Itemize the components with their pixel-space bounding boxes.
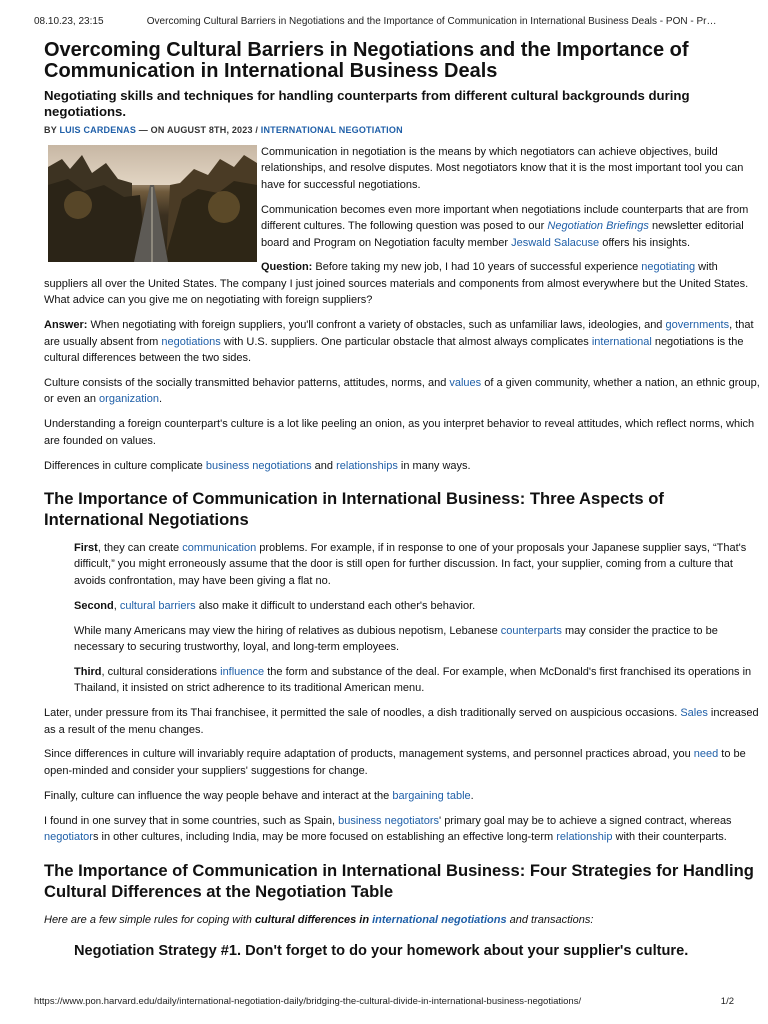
text: Finally, culture can influence the way people behave and interact at the — [44, 789, 393, 802]
text: Later, under pressure from its Thai franchisee, it permitted the sale of noodles, a dish traditionally served on auspicious occasions. — [44, 707, 681, 720]
text: When negotiating with foreign suppliers, you'll confront a variety of obstacles, such as unfamiliar laws, ideologies, and — [87, 319, 666, 332]
text: , that are usually absent from — [44, 319, 754, 348]
link-negotiator[interactable]: negotiator — [44, 831, 93, 844]
author-link[interactable]: LUIS CARDENAS — [59, 125, 137, 135]
text: . — [470, 789, 474, 802]
link-negotiation-briefings[interactable]: Negotiation Briefings — [547, 220, 649, 233]
paragraph-finally — [44, 788, 764, 804]
text: also make it difficult to understand each other's behavior. — [195, 599, 476, 612]
print-page-title: Overcoming Cultural Barriers in Negotiations and the Importance of Communication in International Business Deals - PON - Pr… — [146, 16, 717, 27]
text: negotiations is the cultural differences between the two sides. — [44, 335, 744, 364]
page-url: https://www.pon.harvard.edu/daily/international-negotiation-daily/bridging-the-cultural-divide-in-international-business-negotiations/ — [34, 996, 582, 1007]
paragraph-third — [74, 664, 764, 697]
question-label: Question: — [261, 261, 313, 274]
print-header — [34, 16, 738, 27]
link-sales[interactable]: Sales — [680, 707, 708, 720]
paragraph-later — [44, 705, 764, 738]
byline-sep: / — [252, 125, 261, 135]
text: with U.S. suppliers. One particular obstacle that almost always complicates — [220, 335, 592, 348]
paragraph-culture — [44, 375, 764, 408]
first-label: First — [74, 541, 98, 554]
text: and — [311, 459, 337, 472]
byline — [44, 125, 764, 135]
link-negotiations[interactable]: negotiations — [161, 335, 221, 348]
intro-paragraph: Communication in negotiation is the means by which negotiators can achieve objectives, build relationships, and resolve disputes. Most negotiators know that it is the most important tool you can have for successful negotiations. — [261, 146, 744, 191]
article-subtitle: Negotiating skills and techniques for handling counterparts from different cultural backgrounds during negotiations. — [44, 88, 690, 119]
text: to be open-minded and consider your suppliers' suggestions for change. — [44, 748, 746, 777]
heading-strategy-1: Negotiation Strategy #1. Don't forget to do your homework about your supplier's culture. — [74, 942, 689, 959]
link-business-negotiations[interactable]: business negotiations — [205, 459, 312, 472]
article — [44, 40, 764, 960]
text: . — [158, 393, 163, 406]
text: , — [113, 599, 120, 612]
text: Differences in culture complicate — [44, 459, 206, 472]
text: ' primary goal may be to achieve a signed contract, whereas — [439, 814, 732, 827]
road-through-forest-photo — [48, 145, 257, 262]
text: Communication becomes even more important when negotiations include counterparts that are from different cultures. The following question was posed to our — [261, 203, 749, 233]
paragraph-differences — [44, 458, 764, 474]
heading-four-strategies: The Importance of Communication in International Business: Four Strategies for Handling Cultural Differences at the Negotiation Table — [44, 860, 754, 901]
text: may consider the practice to be necessary to securing trustworthy, loyal, and long-term employees. — [74, 624, 718, 653]
article-title: Overcoming Cultural Barriers in Negotiations and the Importance of Communication in International Business Deals — [44, 39, 689, 82]
text: the form and substance of the deal. For example, when McDonald's first franchised its operations in Thailand, it insisted on strict adherence to its traditional American menu. — [74, 665, 752, 695]
text: , they can create — [97, 541, 183, 554]
paragraph-rules — [44, 912, 764, 928]
category-link[interactable]: INTERNATIONAL NEGOTIATION — [260, 125, 403, 135]
text: Before taking my new job, I had 10 years of successful experience — [312, 261, 642, 274]
link-influence[interactable]: influence — [220, 665, 265, 678]
byline-on: — ON — [136, 125, 167, 135]
print-datetime: 08.10.23, 23:15 — [34, 16, 104, 27]
text: in many ways. — [397, 459, 471, 472]
link-communication[interactable]: communication — [182, 541, 257, 554]
text: with their counterparts. — [612, 831, 727, 844]
link-negotiating[interactable]: negotiating — [641, 261, 696, 274]
text: of a given community, whether a nation, an ethnic group, or even an — [44, 376, 760, 406]
text: I found in one survey that in some countries, such as Spain, — [44, 814, 339, 827]
byline-by: BY — [44, 125, 60, 135]
link-counterparts[interactable]: counterparts — [500, 624, 562, 637]
link-need[interactable]: need — [693, 748, 719, 761]
bold-text: cultural differences in — [254, 913, 373, 926]
link-governments[interactable]: governments — [665, 319, 730, 332]
publish-date: AUGUST 8TH, 2023 — [166, 125, 253, 135]
hero-illustration — [48, 145, 257, 262]
link-bargaining-table[interactable]: bargaining table — [392, 789, 471, 802]
paragraph-question — [44, 259, 764, 308]
text: Since differences in culture will invariably require adaptation of products, management systems, and personnel practices abroad, you — [44, 748, 694, 761]
link-international[interactable]: international — [591, 335, 652, 348]
third-label: Third — [74, 665, 102, 678]
answer-label: Answer: — [44, 319, 88, 332]
text: Culture consists of the socially transmitted behavior patterns, attitudes, norms, and — [44, 376, 450, 389]
page-number: 1/2 — [720, 996, 734, 1007]
text: and transactions: — [506, 913, 594, 926]
link-business-negotiators[interactable]: business negotiators — [338, 814, 440, 827]
link-cultural-barriers[interactable]: cultural barriers — [119, 599, 196, 612]
paragraph-second — [74, 598, 764, 614]
paragraph-answer — [44, 317, 764, 366]
link-values[interactable]: values — [449, 376, 482, 389]
paragraph-survey — [44, 813, 764, 846]
text: newsletter editorial board and Program on Negotiation faculty member — [261, 220, 744, 249]
paragraph-onion: Understanding a foreign counterpart's culture is a lot like peeling an onion, as you interpret behavior to reveal attitudes, which reflect norms, which are founded on values. — [44, 418, 755, 447]
text: , cultural considerations — [101, 665, 221, 678]
print-footer — [34, 996, 734, 1007]
text: with suppliers all over the United States. The company I just joined sources materials and components from almost everywhere but the United States. What advice can you give me on negotiating with foreign suppliers? — [44, 261, 749, 307]
text: increased as a result of the menu changes. — [44, 707, 759, 736]
text: offers his insights. — [599, 236, 691, 249]
text: While many Americans may view the hiring of relatives as dubious nepotism, Lebanese — [74, 624, 501, 637]
text: s in other cultures, including India, may be more focused on establishing an effective long-term — [92, 831, 557, 844]
link-relationships[interactable]: relationships — [336, 459, 398, 472]
link-organization[interactable]: organization — [99, 393, 159, 406]
paragraph-nepotism — [74, 623, 764, 656]
link-relationship[interactable]: relationship — [556, 831, 613, 844]
second-label: Second — [74, 599, 114, 612]
link-jeswald-salacuse[interactable]: Jeswald Salacuse — [511, 236, 600, 249]
paragraph-first — [74, 540, 764, 589]
heading-three-aspects: The Importance of Communication in International Business: Three Aspects of International Negotiations — [44, 488, 664, 529]
text: problems. For example, if in response to one of your proposals your Japanese supplier says, “That's difficult,” you might erroneously assume that the door is still open for further discussion. In fact, your supplier, coming from a culture that avoids confrontation, may have been giving a flat no. — [74, 541, 747, 587]
link-international-negotiations[interactable]: international negotiations — [372, 913, 507, 926]
aspects-block — [74, 540, 764, 697]
paragraph-since — [44, 746, 764, 779]
text: Here are a few simple rules for coping with — [44, 913, 255, 926]
